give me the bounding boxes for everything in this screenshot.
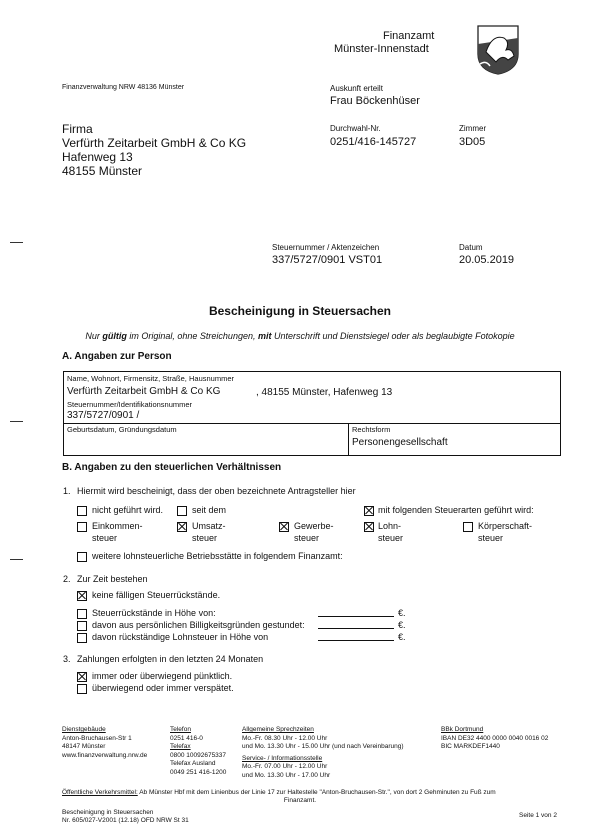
sender-line: Finanzverwaltung NRW 48136 Münster bbox=[62, 84, 185, 91]
q1-text: Hiermit wird bescheinigt, dass der oben bezeichnete Antragsteller hier bbox=[77, 486, 356, 496]
contact-label: Auskunft erteilt bbox=[330, 84, 383, 93]
date-label: Datum bbox=[459, 243, 483, 252]
checkbox-trade-tax[interactable] bbox=[279, 522, 289, 532]
fold-mark bbox=[10, 421, 23, 422]
taxnr-value: 337/5727/0901 VST01 bbox=[272, 254, 383, 266]
checkbox-not-registered[interactable] bbox=[77, 506, 87, 516]
checkbox-further-sites[interactable] bbox=[77, 552, 87, 562]
footer-hours: Allgemeine Sprechzeiten Mo.-Fr. 08.30 Uhr - 12.00 Uhr und Mo. 13.30 Uhr - 15.00 Uhr (und nach Vereinbarung) Service- / Informationsstelle Mo.-Fr. 07.00 Uhr - 12.00 Uhr und Mo. 13.30 Uhr - 17.00 Uhr bbox=[242, 726, 404, 779]
q3-text: Zahlungen erfolgten in den letzten 24 Monaten bbox=[77, 654, 264, 664]
deferred-amount-line[interactable] bbox=[318, 628, 394, 629]
office-location: Münster-Innenstadt bbox=[334, 43, 429, 55]
footer-phone: Telefon 0251 416-0 Telefax 0800 10092675337 Telefax Ausland 0049 251 416-1200 bbox=[170, 726, 227, 776]
taxid-label: Steuernummer/Identifikationsnummer bbox=[67, 400, 193, 409]
with-taxes-label: mit folgenden Steuerarten geführt wird: bbox=[378, 505, 534, 515]
checkbox-deferred[interactable] bbox=[77, 621, 87, 631]
checkbox-vat[interactable] bbox=[177, 522, 187, 532]
wage-arrears-label: davon rückständige Lohnsteuer in Höhe von bbox=[92, 632, 269, 642]
recipient-line-1: Firma bbox=[62, 122, 93, 136]
trade-tax-label-1: Gewerbe- bbox=[294, 521, 334, 531]
currency-2: €. bbox=[398, 620, 406, 630]
nrw-coat-of-arms-icon bbox=[476, 24, 520, 76]
deferred-label: davon aus persönlichen Billigkeitsgründen gestundet: bbox=[92, 620, 305, 630]
wage-tax-label-2: steuer bbox=[378, 533, 404, 543]
room-label: Zimmer bbox=[459, 124, 487, 133]
document-title: Bescheinigung in Steuersachen bbox=[208, 304, 392, 318]
address-value: , 48155 Münster, Hafenweg 13 bbox=[256, 387, 393, 398]
arrears-label: Steuerrückstände in Höhe von: bbox=[92, 608, 216, 618]
legal-form-value: Personengesellschaft bbox=[352, 437, 448, 448]
q1-number: 1. bbox=[63, 486, 71, 496]
late-label: überwiegend oder immer verspätet. bbox=[92, 683, 234, 693]
taxnr-label: Steuernummer / Aktenzeichen bbox=[272, 243, 380, 252]
recipient-line-2: Verfürth Zeitarbeit GmbH & Co KG bbox=[62, 136, 247, 150]
checkbox-income-tax[interactable] bbox=[77, 522, 87, 532]
further-sites-label: weitere lohnsteuerliche Betriebsstätte in folgendem Finanzamt: bbox=[92, 551, 343, 561]
footer-building: Dienstgebäude Anton-Bruchausen-Str 1 48147 Münster www.finanzverwaltung.nrw.de bbox=[62, 726, 148, 759]
date-value: 20.05.2019 bbox=[459, 254, 515, 266]
no-arrears-label: keine fälligen Steuerrückstände. bbox=[92, 590, 221, 600]
footer-transport: Öffentliche Verkehrsmittel: Ab Münster Hbf mit dem Linienbus der Linie 17 zur Haltestelle "Anton-Bruchausen-Str.", von dort 2 Gehminuten zu Fuß zum bbox=[62, 789, 496, 796]
section-a-heading: A. Angaben zur Person bbox=[62, 351, 172, 362]
fold-mark bbox=[10, 559, 23, 560]
corp-tax-label-1: Körperschaft- bbox=[478, 521, 533, 531]
checkbox-arrears[interactable] bbox=[77, 609, 87, 619]
checkbox-wage-tax[interactable] bbox=[364, 522, 374, 532]
currency-1: €. bbox=[398, 608, 406, 618]
checkbox-punctual[interactable] bbox=[77, 672, 87, 682]
checkbox-with-taxes[interactable] bbox=[364, 506, 374, 516]
wage-tax-label-1: Lohn- bbox=[378, 521, 402, 531]
recipient-line-3: Hafenweg 13 bbox=[62, 150, 133, 164]
checkbox-corp-tax[interactable] bbox=[463, 522, 473, 532]
name-label: Name, Wohnort, Firmensitz, Straße, Hausnummer bbox=[67, 374, 234, 383]
contact-name: Frau Böckenhüser bbox=[330, 95, 420, 107]
income-tax-label-1: Einkommen- bbox=[92, 521, 143, 531]
office-name: Finanzamt bbox=[383, 30, 435, 42]
wage-arrears-amount-line[interactable] bbox=[318, 640, 394, 641]
q2-text: Zur Zeit bestehen bbox=[77, 574, 148, 584]
fold-mark bbox=[10, 242, 23, 243]
phone-label: Durchwahl-Nr. bbox=[330, 124, 381, 133]
footer-transport-2: Finanzamt. bbox=[283, 797, 317, 804]
legal-form-label: Rechtsform bbox=[352, 425, 391, 434]
checkbox-late[interactable] bbox=[77, 684, 87, 694]
corp-tax-label-2: steuer bbox=[478, 533, 504, 543]
vat-label-2: steuer bbox=[192, 533, 218, 543]
q3-number: 3. bbox=[63, 654, 71, 664]
birth-label: Geburtsdatum, Gründungsdatum bbox=[67, 425, 177, 434]
form-number: Nr. 605/027-V2001 (12.18) OFD NRW St 31 bbox=[62, 817, 189, 824]
name-value: Verfürth Zeitarbeit GmbH & Co KG bbox=[67, 386, 221, 397]
currency-3: €. bbox=[398, 632, 406, 642]
since-label: seit dem bbox=[192, 505, 227, 515]
vat-label-1: Umsatz- bbox=[192, 521, 226, 531]
document-subtitle: Nur gültig im Original, ohne Streichungen, mit Unterschrift und Dienstsiegel oder als beglaubigte Fotokopie bbox=[85, 331, 515, 341]
q2-number: 2. bbox=[63, 574, 71, 584]
section-b-heading: B. Angaben zu den steuerlichen Verhältnissen bbox=[62, 462, 282, 473]
trade-tax-label-2: steuer bbox=[294, 533, 320, 543]
income-tax-label-2: steuer bbox=[92, 533, 118, 543]
phone-value: 0251/416-145727 bbox=[330, 136, 417, 148]
checkbox-no-arrears[interactable] bbox=[77, 591, 87, 601]
taxid-value: 337/5727/0901 / bbox=[67, 410, 140, 421]
punctual-label: immer oder überwiegend pünktlich. bbox=[92, 671, 233, 681]
checkbox-since[interactable] bbox=[177, 506, 187, 516]
footer-bank: BBk Dortmund IBAN DE32 4400 0000 0040 0016 02 BIC MARKDEF1440 bbox=[441, 726, 549, 750]
arrears-amount-line[interactable] bbox=[318, 616, 394, 617]
form-title: Bescheinigung in Steuersachen bbox=[62, 809, 154, 816]
recipient-line-4: 48155 Münster bbox=[62, 164, 143, 178]
room-value: 3D05 bbox=[459, 136, 486, 148]
checkbox-wage-arrears[interactable] bbox=[77, 633, 87, 643]
not-registered-label: nicht geführt wird. bbox=[92, 505, 164, 515]
page-number: Seite 1 von 2 bbox=[519, 812, 557, 819]
